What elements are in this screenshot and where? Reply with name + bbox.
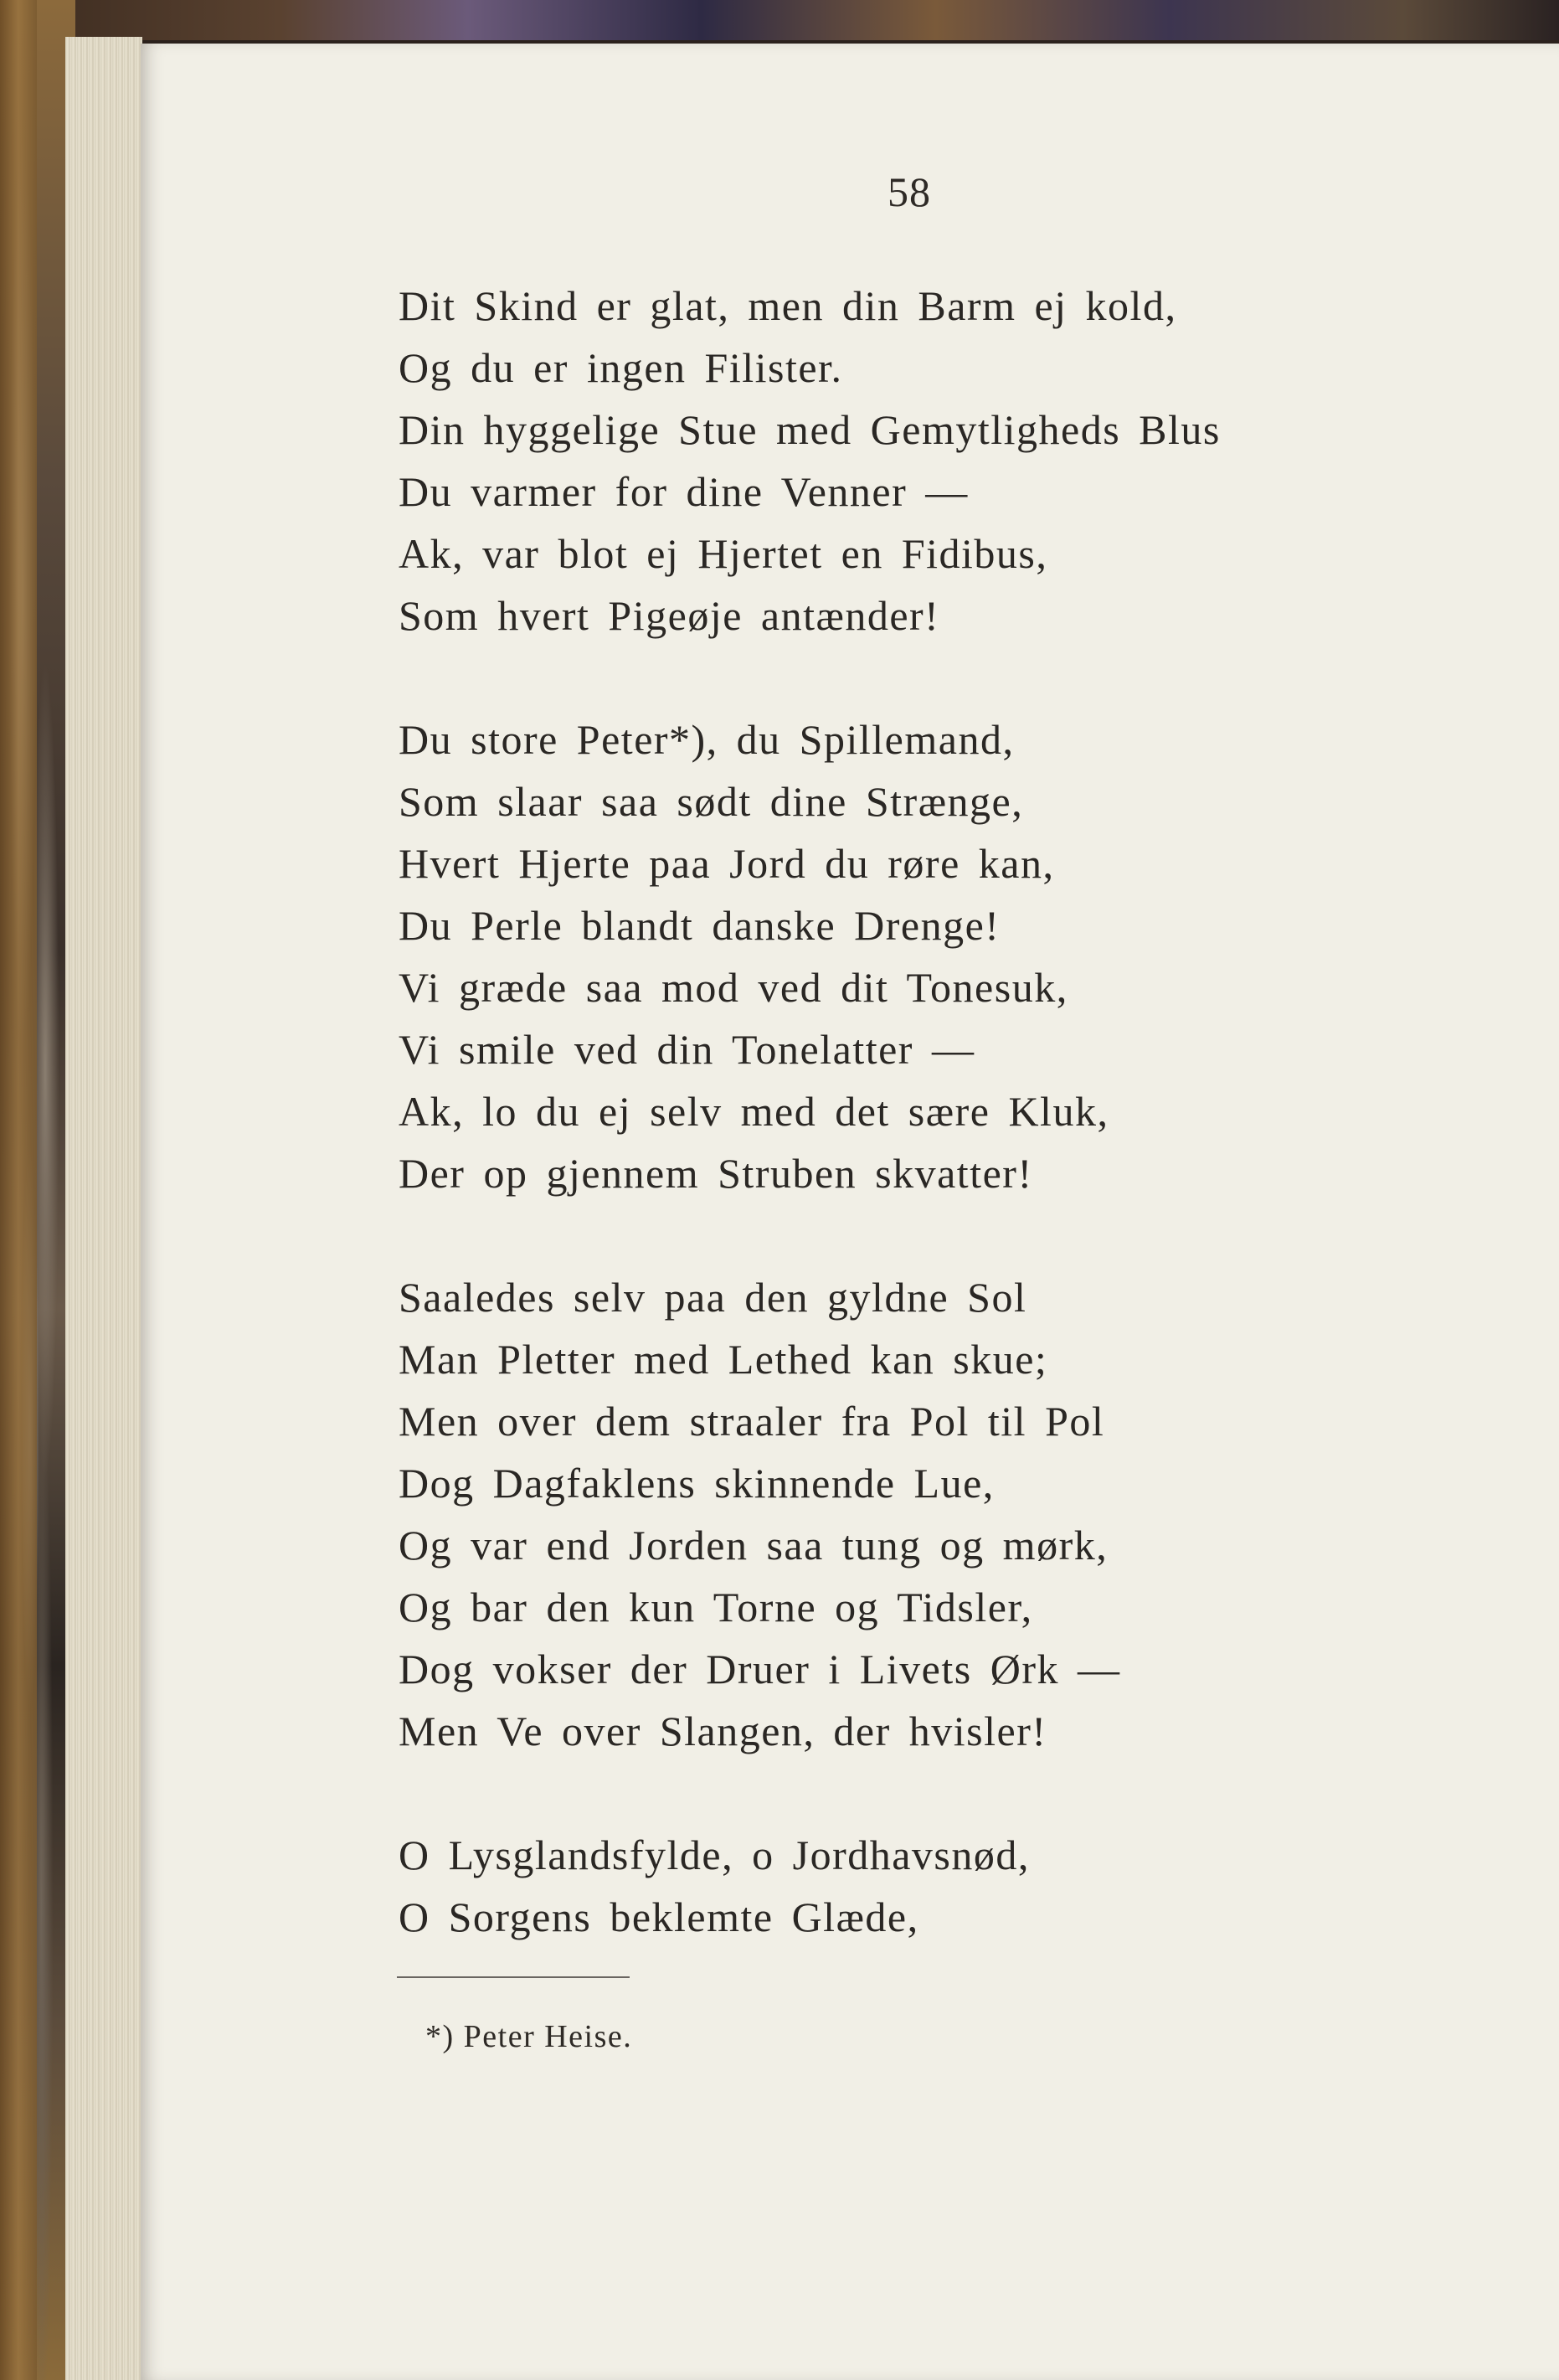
poem-line: Ak, var blot ej Hjertet en Fidibus, [399, 530, 1048, 577]
poem-text [399, 275, 1487, 1948]
poem-line: Vi smile ved din Tonelatter — [399, 1026, 975, 1073]
poem-line: Dog vokser der Druer i Livets Ørk — [399, 1646, 1121, 1692]
stanza-1 [399, 275, 1487, 647]
poem-line: Men Ve over Slangen, der hvisler! [399, 1708, 1047, 1754]
stanza-2 [399, 708, 1487, 1204]
poem-line: Vi græde saa mod ved dit Tonesuk, [399, 964, 1068, 1011]
poem-line: Som hvert Pigeøje antænder! [399, 592, 940, 639]
poem-line: Saaledes selv paa den gyldne Sol [399, 1274, 1027, 1321]
poem-line: Dit Skind er glat, men din Barm ej kold, [399, 282, 1177, 329]
footnote-divider [397, 1976, 630, 1978]
poem-line: Og du er ingen Filister. [399, 344, 843, 391]
cover-edge [0, 0, 37, 2380]
poem-line: Du Perle blandt danske Drenge! [399, 902, 1001, 949]
poem-line: Man Pletter med Lethed kan skue; [399, 1336, 1048, 1383]
stanza-3 [399, 1266, 1487, 1762]
poem-line: O Sorgens beklemte Glæde, [399, 1893, 919, 1940]
poem-line: Og var end Jorden saa tung og mørk, [399, 1522, 1109, 1569]
book-binding-top [0, 0, 1559, 40]
poem-line: Der op gjennem Struben skvatter! [399, 1150, 1033, 1197]
page-stack-edge [65, 37, 142, 2380]
poem-line: O Lysglandsfylde, o Jordhavsnød, [399, 1831, 1030, 1878]
poem-line: Dog Dagfaklens skinnende Lue, [399, 1460, 995, 1507]
poem-line: Du store Peter*), du Spillemand, [399, 716, 1015, 763]
poem-line: Som slaar saa sødt dine Strænge, [399, 778, 1024, 825]
page-number: 58 [888, 168, 931, 215]
poem-line: Ak, lo du ej selv med det sære Kluk, [399, 1088, 1109, 1135]
poem-line: Og bar den kun Torne og Tidsler, [399, 1584, 1033, 1630]
stanza-4 [399, 1824, 1487, 1948]
poem-line: Du varmer for dine Venner — [399, 468, 969, 515]
footnote: *) Peter Heise. [425, 2019, 633, 2054]
poem-line: Men over dem straaler fra Pol til Pol [399, 1398, 1105, 1445]
poem-line: Din hyggelige Stue med Gemytligheds Blus [399, 406, 1221, 453]
poem-line: Hvert Hjerte paa Jord du røre kan, [399, 840, 1055, 887]
